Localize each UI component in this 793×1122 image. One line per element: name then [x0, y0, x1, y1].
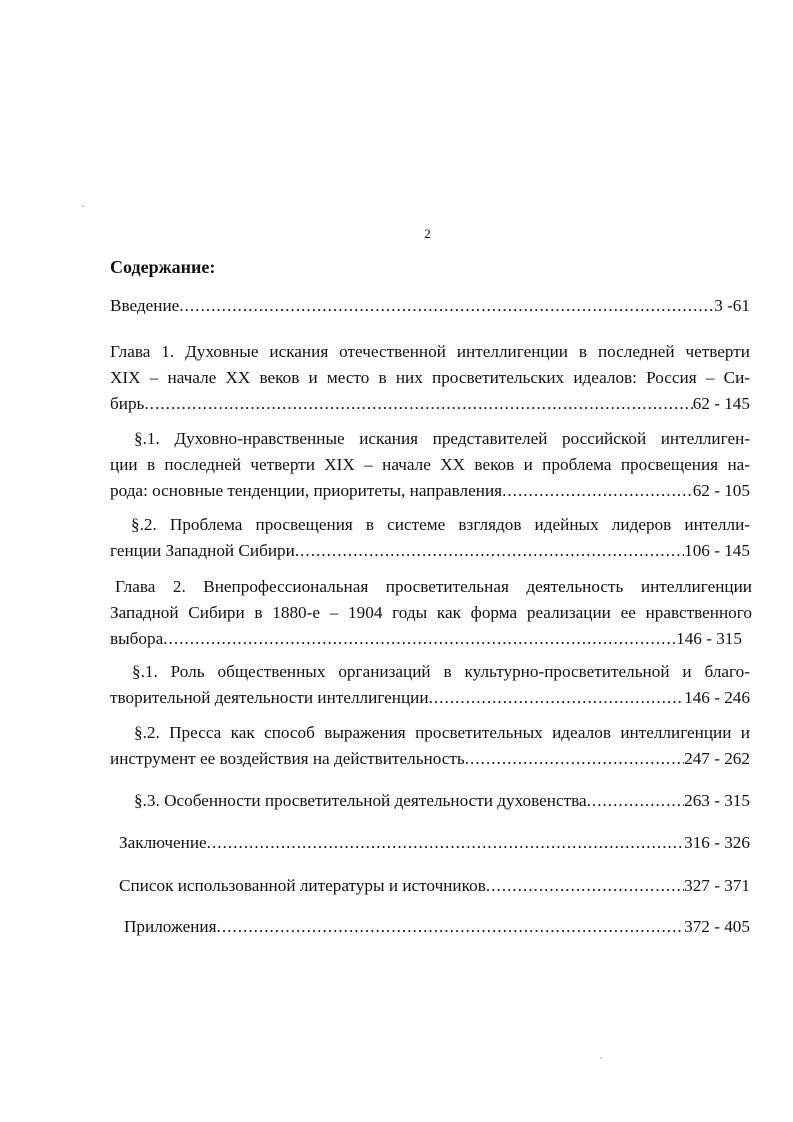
toc-line: [119, 830, 750, 856]
toc-line: [134, 788, 750, 814]
toc-entry-conclusion[interactable]: [119, 830, 750, 856]
toc-entry-line: ции в последней четверти XIX – начале XX веков и проблема просвещения на-: [110, 455, 750, 474]
toc-entry-text: Введение: [110, 296, 180, 315]
dot-leader: [179, 293, 714, 319]
toc-entry-chapter-1[interactable]: [110, 339, 750, 417]
toc-entry-line: §.1. Духовно-нравственные искания представителей российской интеллиген-: [134, 429, 750, 448]
toc-entry-line: §.2. Проблема просвещения в системе взглядов идейных лидеров интелли-: [131, 515, 750, 534]
toc-entry-text: инструмент ее воздействия на действительность: [110, 749, 465, 768]
toc-entry-line: Глава 1. Духовные искания отечественной интеллигенции в последней четверти: [110, 342, 750, 361]
dot-leader: [486, 873, 684, 899]
dot-leader: [144, 391, 692, 417]
dot-leader: [207, 830, 684, 856]
toc-line: [119, 873, 750, 899]
toc-entry-chapter-2-section-2[interactable]: [110, 720, 750, 772]
toc-entry-chapter-2-section-1[interactable]: [110, 659, 750, 711]
dot-leader: [429, 685, 685, 711]
toc-entry-pages: 263 - 315: [684, 791, 750, 810]
toc-entry-pages: 327 - 371: [684, 876, 750, 895]
toc-entry-text: выбора: [110, 629, 164, 648]
toc-entry-chapter-2-section-3[interactable]: [134, 788, 750, 814]
toc-entry-pages: 247 - 262: [684, 749, 750, 768]
toc-line: [110, 478, 750, 504]
toc-line: [124, 914, 750, 940]
toc-line: [110, 391, 750, 417]
toc-entry-pages: 62 - 105: [692, 481, 750, 500]
toc-entry-intro[interactable]: [110, 293, 750, 319]
toc-line: [110, 293, 750, 319]
dot-leader: [465, 746, 684, 772]
toc-entry-text: генции Западной Сибири: [110, 541, 295, 560]
toc-entry-pages: 3 -61: [714, 296, 750, 315]
toc-entry-pages: 316 - 326: [684, 833, 750, 852]
toc-entry-chapter-2[interactable]: [110, 574, 752, 652]
toc-entry-text: Заключение: [119, 833, 207, 852]
toc-entry-appendix[interactable]: [124, 914, 750, 940]
toc-entry-pages: 146 - 315: [676, 629, 742, 648]
page-number: 2: [424, 226, 431, 241]
toc-line: [110, 685, 750, 711]
toc-line: [110, 746, 750, 772]
dot-leader: [502, 478, 693, 504]
toc-entry-text: творительной деятельности интеллигенции: [110, 688, 429, 707]
scan-speck: [82, 205, 84, 207]
toc-entry-line: §.2. Пресса как способ выражения просветительных идеалов интеллигенции и: [134, 723, 750, 742]
toc-entry-text: §.3. Особенности просветительной деятельности духовенства: [134, 791, 587, 810]
toc-entry-pages: 372 - 405: [684, 917, 750, 936]
toc-entry-line: XIX – начале XX веков и место в них просветительских идеалов: Россия – Си-: [110, 368, 750, 387]
contents-title: Содержание:: [110, 257, 216, 277]
toc-entry-line: §.1. Роль общественных организаций в культурно-просветительной и благо-: [132, 662, 750, 681]
dot-leader: [217, 914, 685, 940]
toc-entry-bibliography[interactable]: [119, 873, 750, 899]
toc-entry-chapter-1-section-1[interactable]: [110, 426, 750, 504]
toc-entry-text: рода: основные тенденции, приоритеты, направления: [110, 481, 503, 500]
toc-entry-text: Список использованной литературы и источников: [119, 876, 486, 895]
toc-entry-line: Глава 2. Внепрофессиональная просветительная деятельность интеллигенции: [115, 577, 752, 596]
dot-leader: [587, 788, 685, 814]
toc-entry-text: Приложения: [124, 917, 217, 936]
toc-line: [110, 538, 750, 564]
scan-speck: [600, 1057, 602, 1059]
dot-leader: [163, 626, 676, 652]
toc-entry-pages: 106 - 145: [684, 541, 750, 560]
toc-entry-line: Западной Сибири в 1880-е – 1904 годы как форма реализации ее нравственного: [110, 603, 752, 622]
toc-entry-text: бирь: [110, 394, 145, 413]
toc-entry-chapter-1-section-2[interactable]: [110, 512, 750, 564]
toc-line: [110, 626, 742, 652]
toc-entry-pages: 146 - 246: [684, 688, 750, 707]
dot-leader: [295, 538, 684, 564]
toc-entry-pages: 62 - 145: [692, 394, 750, 413]
